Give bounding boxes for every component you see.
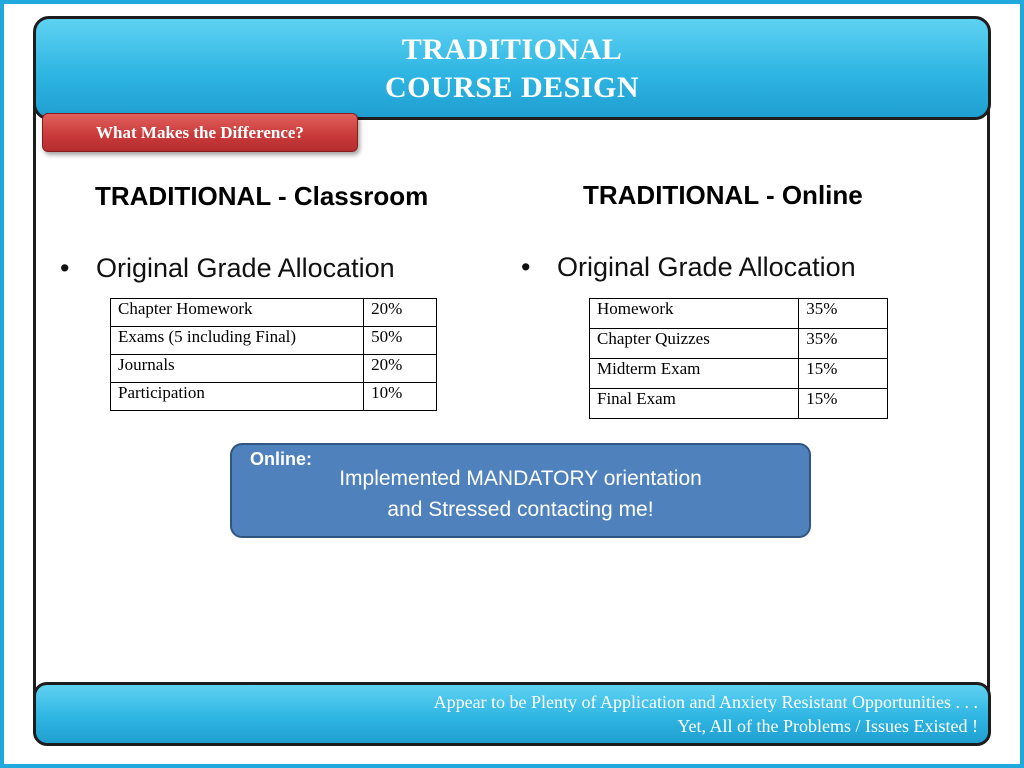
- classroom-grade-table: [110, 298, 437, 411]
- footer-line-1: Appear to be Plenty of Application and Anxiety Resistant Opportunities . . .: [433, 692, 978, 712]
- title-banner: [33, 16, 991, 120]
- table-row: [590, 299, 888, 329]
- footer-line-2: Yet, All of the Problems / Issues Existed !: [677, 716, 978, 736]
- online-bullet: [521, 252, 856, 283]
- table-cell-percent: 35%: [799, 329, 888, 359]
- online-heading: TRADITIONAL - Online: [583, 180, 863, 210]
- note-body: [232, 463, 809, 525]
- table-cell-percent: 20%: [364, 355, 437, 383]
- classroom-bullet-text: Original Grade Allocation: [96, 253, 395, 283]
- table-cell-percent: 10%: [364, 383, 437, 411]
- note-line-1: Implemented MANDATORY orientation: [339, 467, 702, 490]
- table-row: [111, 327, 437, 355]
- table-cell-percent: 15%: [799, 389, 888, 419]
- table-cell-item: Chapter Homework: [111, 299, 364, 327]
- table-row: [590, 329, 888, 359]
- table-row: [111, 383, 437, 411]
- bullet-icon: •: [521, 252, 531, 282]
- title-line-1: TRADITIONAL: [401, 33, 623, 66]
- note-label: Online:: [250, 449, 312, 469]
- table-row: [590, 359, 888, 389]
- online-bullet-text: Original Grade Allocation: [557, 252, 856, 282]
- note-line-2: and Stressed contacting me!: [387, 498, 654, 521]
- classroom-heading: TRADITIONAL - Classroom: [95, 181, 429, 211]
- bullet-icon: •: [60, 253, 70, 283]
- table-row: [111, 299, 437, 327]
- table-cell-item: Exams (5 including Final): [111, 327, 364, 355]
- footer-text: [36, 690, 978, 738]
- slide-title: [36, 31, 988, 107]
- table-cell-item: Final Exam: [590, 389, 799, 419]
- table-cell-percent: 15%: [799, 359, 888, 389]
- table-row: [590, 389, 888, 419]
- table-cell-percent: 35%: [799, 299, 888, 329]
- classroom-bullet: [60, 253, 395, 284]
- table-cell-item: Journals: [111, 355, 364, 383]
- online-note-box: [230, 443, 811, 538]
- table-cell-percent: 20%: [364, 299, 437, 327]
- footer-banner: [33, 682, 991, 746]
- online-grade-table: [589, 298, 888, 419]
- table-row: [111, 355, 437, 383]
- table-cell-item: Participation: [111, 383, 364, 411]
- table-cell-percent: 50%: [364, 327, 437, 355]
- table-cell-item: Chapter Quizzes: [590, 329, 799, 359]
- section-tag: What Makes the Difference?: [42, 113, 358, 152]
- table-cell-item: Homework: [590, 299, 799, 329]
- table-cell-item: Midterm Exam: [590, 359, 799, 389]
- title-line-2: COURSE DESIGN: [384, 71, 640, 104]
